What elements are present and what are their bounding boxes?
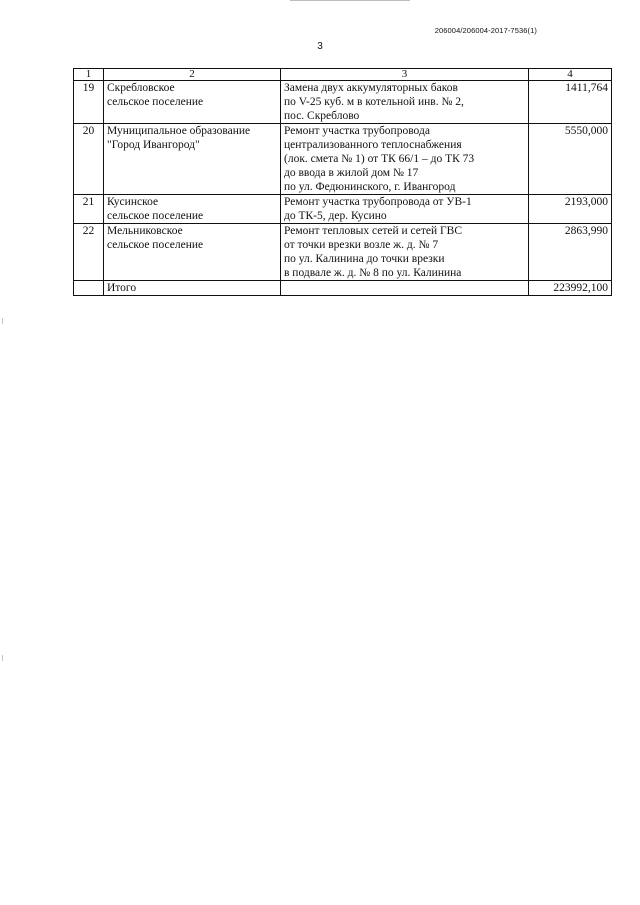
organization-line: "Город Ивангород" (107, 139, 200, 151)
description-line: Ремонт участка трубопровода (284, 125, 430, 137)
organization-cell (104, 195, 281, 224)
description-line: в подвале ж. д. № 8 по ул. Калинина (284, 267, 462, 279)
table-row (74, 224, 612, 281)
column-header-3: 3 (281, 69, 529, 81)
row-number: 19 (74, 81, 104, 124)
header-row (74, 69, 612, 81)
description-line: Ремонт участка трубопровода от УВ-1 (284, 196, 472, 208)
table-body (74, 81, 612, 296)
organization-line: Муниципальное образование (107, 125, 251, 137)
organization-line: сельское поселение (107, 210, 204, 222)
row-number: 21 (74, 195, 104, 224)
total-description-cell (281, 281, 529, 296)
organization-line: сельское поселение (107, 96, 204, 108)
organization-line: Мельниковское (107, 225, 183, 237)
organization-cell (104, 124, 281, 195)
description-line: по ул. Калинина до точки врезки (284, 253, 445, 265)
scan-margin-mark (2, 655, 3, 661)
table-row (74, 81, 612, 124)
amount-cell: 5550,000 (529, 124, 612, 195)
scan-margin-mark (2, 318, 3, 324)
description-cell (281, 224, 529, 281)
description-line: по V-25 куб. м в котельной инв. № 2, (284, 96, 464, 108)
column-header-4: 4 (529, 69, 612, 81)
column-header-1: 1 (74, 69, 104, 81)
organization-line: сельское поселение (107, 239, 204, 251)
description-line: от точки врезки возле ж. д. № 7 (284, 239, 439, 251)
total-amount: 223992,100 (529, 281, 612, 296)
document-id: 206004/206004-2017-7536(1) (434, 26, 537, 35)
description-cell (281, 195, 529, 224)
organization-line: Скребловское (107, 82, 175, 94)
organization-cell (104, 81, 281, 124)
total-label: Итого (104, 281, 281, 296)
description-cell (281, 81, 529, 124)
amount-cell: 2193,000 (529, 195, 612, 224)
amount-cell: 1411,764 (529, 81, 612, 124)
organization-cell (104, 224, 281, 281)
amount-cell: 2863,990 (529, 224, 612, 281)
total-row (74, 281, 612, 296)
table-header (74, 69, 612, 81)
page-number: 3 (317, 41, 323, 52)
description-line: централизованного теплоснабжения (284, 139, 462, 151)
description-line: по ул. Федюнинского, г. Ивангород (284, 181, 456, 193)
table-row (74, 124, 612, 195)
row-number: 22 (74, 224, 104, 281)
data-table (73, 68, 612, 296)
description-line: пос. Скреблово (284, 110, 360, 122)
row-number: 20 (74, 124, 104, 195)
table-row (74, 195, 612, 224)
description-line: Замена двух аккумуляторных баков (284, 82, 458, 94)
description-line: Ремонт тепловых сетей и сетей ГВС (284, 225, 463, 237)
scan-edge-mark (290, 0, 410, 1)
total-number-cell (74, 281, 104, 296)
description-cell (281, 124, 529, 195)
description-line: до ТК-5, дер. Кусино (284, 210, 387, 222)
description-line: (лок. смета № 1) от ТК 66/1 – до ТК 73 (284, 153, 475, 165)
column-header-2: 2 (104, 69, 281, 81)
organization-line: Кусинское (107, 196, 159, 208)
description-line: до ввода в жилой дом № 17 (284, 167, 419, 179)
